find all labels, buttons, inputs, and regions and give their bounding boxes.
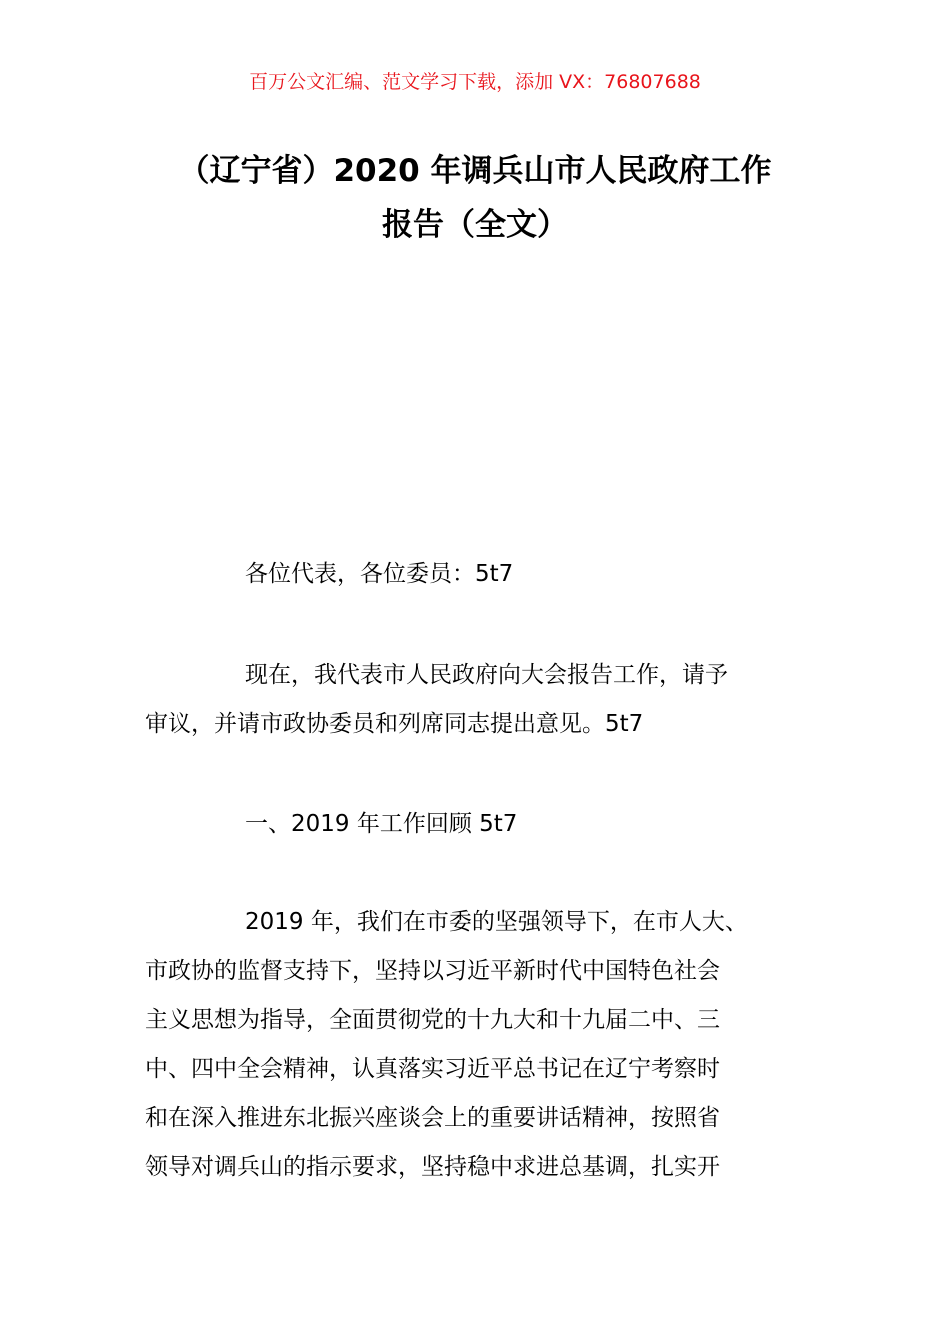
paragraph-line: 领导对调兵山的指示要求，坚持稳中求进总基调，扎实开 (145, 1154, 720, 1180)
paragraph-line: 中、四中全会精神，认真落实习近平总书记在辽宁考察时 (145, 1056, 720, 1082)
title-line-2: 报告（全文） (382, 207, 568, 243)
salutation (145, 550, 810, 599)
paragraph-line: 审议，并请市政协委员和列席同志提出意见。5t7 (145, 711, 644, 737)
intro-paragraph (145, 651, 810, 749)
paragraph-line: 2019 年，我们在市委的坚强领导下，在市人大、 (245, 909, 748, 935)
header-note: 百万公文汇编、范文学习下载，添加 VX：76807688 (249, 71, 701, 93)
document-title (140, 144, 810, 252)
paragraph-line: 现在，我代表市人民政府向大会报告工作，请予 (245, 662, 728, 688)
section-heading (145, 800, 810, 849)
review-paragraph (145, 898, 810, 1192)
paragraph-line: 和在深入推进东北振兴座谈会上的重要讲话精神，按照省 (145, 1105, 720, 1131)
title-line-1: （辽宁省）2020 年调兵山市人民政府工作 (178, 153, 772, 189)
paragraph-line: 主义思想为指导，全面贯彻党的十九大和十九届二中、三 (145, 1007, 720, 1033)
salutation-line: 各位代表，各位委员：5t7 (245, 561, 514, 587)
paragraph-line: 市政协的监督支持下，坚持以习近平新时代中国特色社会 (145, 958, 720, 984)
section-heading-line: 一、2019 年工作回顾 5t7 (245, 811, 518, 837)
